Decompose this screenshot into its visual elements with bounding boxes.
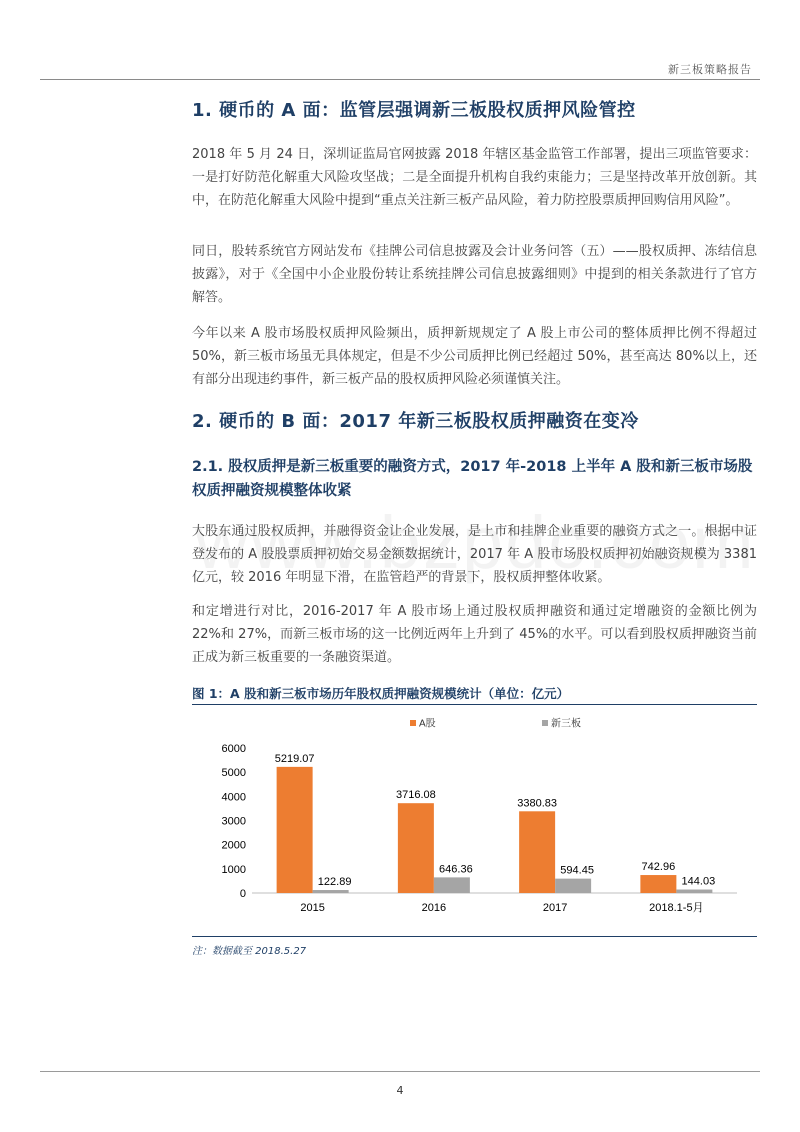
- data-label: 3716.08: [395, 789, 436, 802]
- section2-subheading: 2.1. 股权质押是新三板重要的融资方式，2017 年-2018 上半年 A 股和新三板市场股权质押融资规模整体收紧: [192, 459, 753, 499]
- legend-label: 新三板: [551, 718, 581, 730]
- data-label: 5219.07: [274, 752, 315, 765]
- y-tick-label: 0: [239, 888, 246, 900]
- data-label: 3380.83: [517, 797, 558, 810]
- data-label: 594.45: [560, 864, 594, 877]
- x-tick-label: 2018.1-5月: [649, 902, 704, 914]
- y-tick-label: 6000: [221, 743, 246, 755]
- bar-a-share: [640, 875, 676, 893]
- y-tick-label: 5000: [221, 767, 246, 780]
- figure-top-rule: [192, 704, 757, 705]
- y-tick-label: 3000: [221, 815, 246, 828]
- page-number: 4: [396, 1084, 404, 1097]
- figure-bottom-rule: [192, 936, 757, 937]
- y-tick-label: 2000: [221, 839, 246, 852]
- section2-paragraph: 大股东通过股权质押，并融得资金让企业发展，是上市和挂牌企业重要的融资方式之一。根据中证登发布的 A 股股票质押初始交易金额数据统计，2017 年 A 股市场股权质押初始融资规模为 3381 亿元，较 2016 年明显下滑，在监管趋严的背景下，股权质押整体收紧。: [192, 524, 757, 585]
- section1-paragraph: 2018 年 5 月 24 日，深圳证监局官网披露 2018 年辖区基金监管工作部署，提出三项监管要求：一是打好防范化解重大风险攻坚战；二是全面提升机构自我约束能力；三是坚持改革开放创新。其中，在防范化解重大风险中提到“重点关注新三板产品风险，着力防控股票质押回购信用风险”。: [192, 147, 757, 208]
- data-label: 742.96: [641, 861, 676, 874]
- legend-swatch: [410, 720, 416, 726]
- legend-label: A股: [419, 718, 436, 730]
- section1-paragraph: 今年以来 A 股市场股权质押风险频出，质押新规规定了 A 股上市公司的整体质押比例不得超过 50%，新三板市场虽无具体规定，但是不少公司质押比例已经超过 50%，甚至高达 80%以上，还有部分出现违约事件，新三板产品的股权质押风险必须谨慎关注。: [192, 326, 757, 387]
- figure-title: 图 1：A 股和新三板市场历年股权质押融资规模统计（单位：亿元）: [192, 686, 570, 701]
- bar-neeq: [313, 890, 349, 893]
- x-tick-label: 2015: [300, 902, 325, 914]
- section1-paragraph: 同日，股转系统官方网站发布《挂牌公司信息披露及会计业务问答（五）——股权质押、冻结信息披露》，对于《全国中小企业股份转让系统挂牌公司信息披露细则》中提到的相关条款进行了官方解答。: [192, 244, 757, 305]
- x-tick-label: 2016: [421, 902, 447, 914]
- header-rule: [40, 79, 760, 80]
- section1-heading: 1. 硬币的 A 面：监管层强调新三板股权质押风险管控: [192, 100, 636, 121]
- bar-a-share: [277, 767, 313, 893]
- x-tick-label: 2017: [542, 902, 568, 914]
- report-header-title: 新三板策略报告: [668, 63, 752, 76]
- section2-paragraph: 和定增进行对比，2016-2017 年 A 股市场上通过股权质押融资和通过定增融资的金额比例为 22%和 27%，而新三板市场的这一比例近两年上升到了 45%的水平。可以看到股权质押融资当前正成为新三板重要的一条融资渠道。: [192, 604, 757, 665]
- bar-neeq: [676, 890, 712, 893]
- bar-a-share: [398, 803, 434, 893]
- bar-chart: [192, 708, 757, 926]
- data-label: 122.89: [317, 876, 352, 889]
- bar-a-share: [519, 811, 555, 893]
- data-label: 144.03: [681, 875, 716, 888]
- y-tick-label: 4000: [221, 791, 246, 804]
- bar-neeq: [434, 877, 470, 893]
- legend-swatch: [542, 720, 548, 726]
- footer-rule: [40, 1071, 760, 1072]
- bar-neeq: [555, 879, 591, 893]
- y-tick-label: 1000: [221, 863, 246, 876]
- section2-heading: 2. 硬币的 B 面：2017 年新三板股权质押融资在变冷: [192, 411, 639, 432]
- data-label: 646.36: [439, 863, 473, 876]
- figure-note: 注：数据截至 2018.5.27: [192, 946, 307, 957]
